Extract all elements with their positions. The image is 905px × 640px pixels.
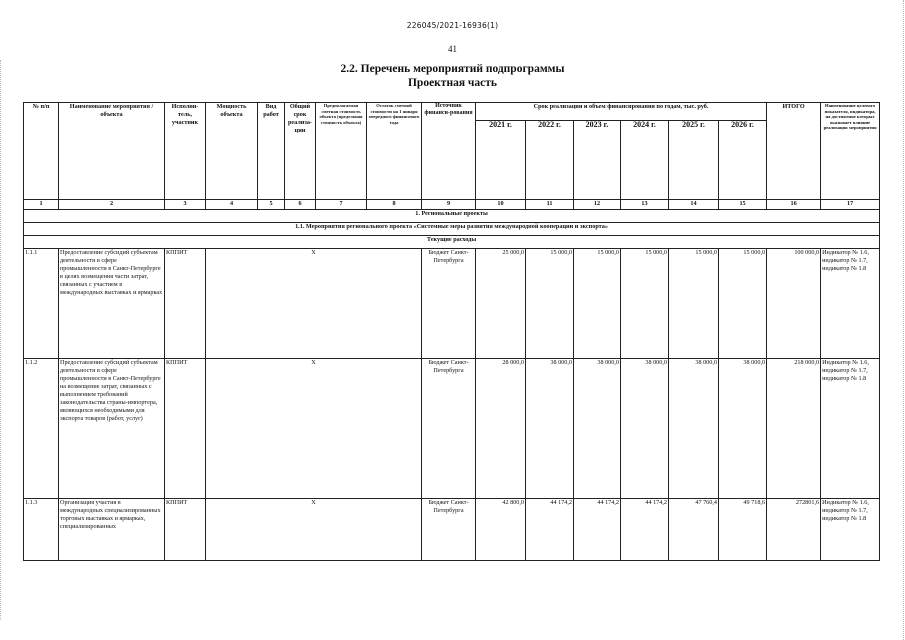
header-year-2024: 2024 г. [621, 121, 669, 200]
row-indicator: Индикатор № 1.6, индикатор № 1.7, индикатор № 1.8 [821, 499, 880, 561]
header-total: ИТОГО [767, 103, 821, 200]
page-title [0, 62, 905, 90]
section-regional-project-measures: 1.1. Мероприятия регионального проекта «Системные меры развития международной кооперации и экспорта» [24, 223, 880, 236]
column-number: 8 [367, 200, 422, 210]
row-value-2024: 44 174,2 [621, 499, 669, 561]
column-number: 3 [165, 200, 206, 210]
row-value-2026: 38 000,0 [719, 359, 767, 499]
column-number: 6 [285, 200, 316, 210]
table-row [24, 499, 880, 561]
column-number: 13 [621, 200, 669, 210]
column-number: 11 [526, 200, 574, 210]
document-id: 226045/2021-16936(1) [406, 21, 499, 30]
section-row [24, 236, 880, 249]
table-row [24, 249, 880, 359]
header-years-group: Срок реализации и объем финансирования по годам, тыс. руб. [476, 103, 767, 121]
section-row [24, 223, 880, 236]
row-value-2026: 49 718,6 [719, 499, 767, 561]
column-number: 1 [24, 200, 59, 210]
row-value-2023: 44 174,2 [574, 499, 621, 561]
row-name: Предоставление субсидий субъектам деятельности в сфере промышленности в Санкт-Петербурге на возмещение затрат, связанных с выполнением требований законодательства страны-импортера, являющихся необходимыми для экспорта товаров (работ, услуг) [59, 359, 165, 499]
row-x-marker: Х [206, 249, 422, 359]
row-value-2025: 47 760,4 [669, 499, 719, 561]
header-total-term: Общий срок реализа-ции [285, 103, 316, 200]
row-x-marker: Х [206, 499, 422, 561]
column-number: 2 [59, 200, 165, 210]
row-total: 100 000,0 [767, 249, 821, 359]
scan-edge-left [0, 60, 2, 620]
header-year-2023: 2023 г. [574, 121, 621, 200]
row-executor: КППИТ [165, 499, 206, 561]
section-current-expenses: Текущие расходы [24, 236, 880, 249]
title-line-1: 2.2. Перечень мероприятий подпрограммы [340, 63, 565, 75]
section-regional-projects: 1. Региональные проекты [24, 210, 880, 223]
header-num: № п/п [24, 103, 59, 200]
header-name: Наименование мероприятия / объекта [59, 103, 165, 200]
row-executor: КППИТ [165, 249, 206, 359]
row-value-2023: 38 000,0 [574, 359, 621, 499]
page-number: 41 [448, 44, 457, 54]
row-indicator: Индикатор № 1.6, индикатор № 1.7, индикатор № 1.8 [821, 359, 880, 499]
row-executor: КППИТ [165, 359, 206, 499]
row-source: Бюджет Санкт-Петербурга [422, 359, 476, 499]
row-value-2023: 15 000,0 [574, 249, 621, 359]
column-number: 9 [422, 200, 476, 210]
column-number: 7 [316, 200, 367, 210]
row-total: 272801,6 [767, 499, 821, 561]
header-row-top [24, 103, 880, 121]
column-number: 10 [476, 200, 526, 210]
header-capacity: Мощность объекта [206, 103, 258, 200]
row-value-2025: 15 000,0 [669, 249, 719, 359]
header-work-type: Вид работ [258, 103, 285, 200]
column-number: 16 [767, 200, 821, 210]
section-row [24, 210, 880, 223]
header-remaining-cost: Остаток сметной стоимости на 1 января очередного финансового года [367, 103, 422, 200]
row-name: Предоставление субсидий субъектам деятельности в сфере промышленности в Санкт-Петербурге в целях возмещения части затрат, связанных с участием в международных выставках и ярмарках [59, 249, 165, 359]
row-indicator: Индикатор № 1.6, индикатор № 1.7, индикатор № 1.8 [821, 249, 880, 359]
row-value-2022: 15 000,0 [526, 249, 574, 359]
column-number: 14 [669, 200, 719, 210]
header-year-2022: 2022 г. [526, 121, 574, 200]
activities-table [23, 102, 880, 561]
title-line-2: Проектная часть [407, 77, 497, 89]
row-x-marker: Х [206, 359, 422, 499]
row-name: Организация участия в международных специализированных торговых выставках и ярмарках, специализированных [59, 499, 165, 561]
header-source: Источник финанси-рования [422, 103, 476, 200]
header-estimated-cost: Предполагаемая сметная стоимость объекта (предельная стоимость объекта) [316, 103, 367, 200]
table-row [24, 359, 880, 499]
row-value-2026: 15 000,0 [719, 249, 767, 359]
column-number-row [24, 200, 880, 210]
row-value-2022: 38 000,0 [526, 359, 574, 499]
row-value-2024: 15 000,0 [621, 249, 669, 359]
row-num: 1.1.3 [24, 499, 59, 561]
row-total: 218 000,0 [767, 359, 821, 499]
header-indicator: Наименование целевого показателя, индикатора, на достижение которых оказывает влияние реализация мероприятия [821, 103, 880, 200]
row-value-2021: 28 000,0 [476, 359, 526, 499]
row-num: 1.1.2 [24, 359, 59, 499]
header-executor: Исполни-тель, участник [165, 103, 206, 200]
column-number: 12 [574, 200, 621, 210]
column-number: 5 [258, 200, 285, 210]
header-year-2025: 2025 г. [669, 121, 719, 200]
row-source: Бюджет Санкт-Петербурга [422, 249, 476, 359]
column-number: 4 [206, 200, 258, 210]
row-value-2021: 25 000,0 [476, 249, 526, 359]
row-value-2022: 44 174,2 [526, 499, 574, 561]
row-source: Бюджет Санкт-Петербурга [422, 499, 476, 561]
header-year-2026: 2026 г. [719, 121, 767, 200]
row-value-2021: 42 800,0 [476, 499, 526, 561]
row-num: 1.1.1 [24, 249, 59, 359]
row-value-2025: 38 000,0 [669, 359, 719, 499]
column-number: 15 [719, 200, 767, 210]
column-number: 17 [821, 200, 880, 210]
header-year-2021: 2021 г. [476, 121, 526, 200]
row-value-2024: 38 000,0 [621, 359, 669, 499]
